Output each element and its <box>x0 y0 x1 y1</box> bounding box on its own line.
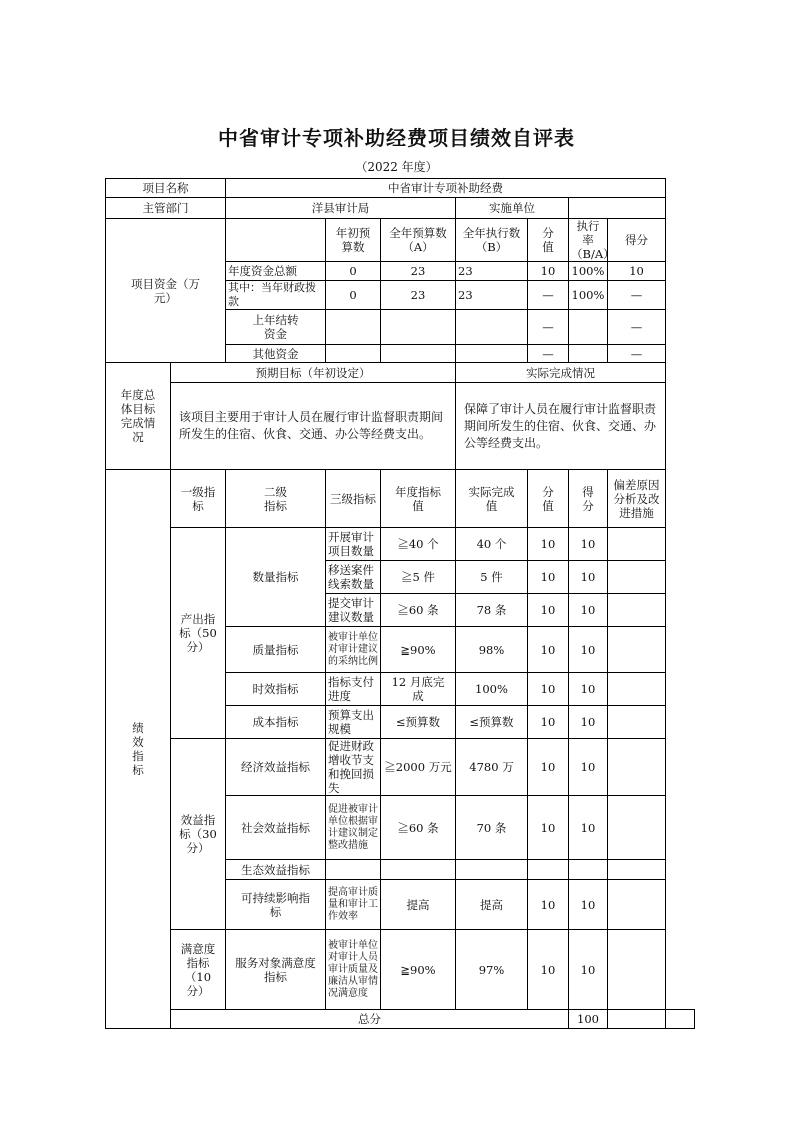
indicator-got: 10 <box>569 673 608 706</box>
indicator-reason <box>608 880 666 930</box>
l2-cost: 成本指标 <box>226 706 326 739</box>
indicator-reason <box>608 627 666 673</box>
funds-row-budget: 23 <box>381 262 456 281</box>
funds-row-score: — <box>528 281 569 310</box>
funds-row-got: — <box>608 310 666 345</box>
funds-header-blank <box>226 219 326 262</box>
indicator-name: 预算支出规模 <box>326 706 381 739</box>
indicator-got: 10 <box>569 796 608 860</box>
indicator-reason <box>608 528 666 561</box>
funds-head-exec: 全年执行数（B） <box>456 219 528 262</box>
indicator-got: 10 <box>569 594 608 627</box>
funds-row-budget <box>381 310 456 345</box>
indicator-reason <box>608 594 666 627</box>
indicator-actual: 98% <box>456 627 528 673</box>
goal-expected-label: 预期目标（年初设定） <box>171 363 456 383</box>
funds-row-name: 其他资金 <box>226 345 326 363</box>
funds-row-exec: 23 <box>456 281 528 310</box>
indicator-name: 提高审计质量和审计工作效率 <box>326 880 381 930</box>
indicator-actual <box>456 860 528 880</box>
funds-row-initial: 0 <box>326 281 381 310</box>
total-blank <box>666 1010 695 1029</box>
dept-label: 主管部门 <box>106 198 226 219</box>
indicator-row <box>106 528 695 561</box>
funds-row-rate: 100% <box>569 262 608 281</box>
goal-actual-label: 实际完成情况 <box>456 363 666 383</box>
indicator-got: 10 <box>569 706 608 739</box>
funds-head-budget: 全年预算数（A） <box>381 219 456 262</box>
indicator-name <box>326 860 381 880</box>
indicator-row <box>106 930 695 1010</box>
funds-row-name: 上年结转资金 <box>226 310 326 345</box>
indicator-score: 10 <box>528 594 569 627</box>
form-title: 中省审计专项补助经费项目绩效自评表 <box>218 126 575 150</box>
funds-row-exec <box>456 310 528 345</box>
l1-output: 产出指标（50分） <box>171 528 226 739</box>
indicator-got: 10 <box>569 930 608 1010</box>
form-year: （2022 年度） <box>355 160 438 174</box>
funds-row-score: — <box>528 310 569 345</box>
perf-head-got: 得分 <box>569 470 608 528</box>
funds-row-budget <box>381 345 456 363</box>
indicator-name: 提交审计建议数量 <box>326 594 381 627</box>
goal-content-row <box>106 383 695 470</box>
funds-label: 项目资金（万元） <box>106 219 226 363</box>
funds-row-initial: 0 <box>326 262 381 281</box>
funds-row-rate <box>569 345 608 363</box>
perf-head-actual: 实际完成值 <box>456 470 528 528</box>
project-name-row <box>106 179 695 198</box>
perf-head-score: 分值 <box>528 470 569 528</box>
funds-row-got: 10 <box>608 262 666 281</box>
indicator-reason <box>608 673 666 706</box>
project-name-value: 中省审计专项补助经费 <box>226 179 666 198</box>
l2-ecological: 生态效益指标 <box>226 860 326 880</box>
indicator-score: 10 <box>528 627 569 673</box>
funds-row-score: 10 <box>528 262 569 281</box>
indicator-reason <box>608 930 666 1010</box>
goal-header-row <box>106 363 695 383</box>
perf-head-reason: 偏差原因分析及改进措施 <box>608 470 666 528</box>
funds-row-exec: 23 <box>456 262 528 281</box>
funds-row-rate <box>569 310 608 345</box>
l2-economic: 经济效益指标 <box>226 739 326 796</box>
perf-header-row <box>106 470 695 528</box>
indicator-name: 促进财政增收节支和挽回损失 <box>326 739 381 796</box>
perf-head-l3: 三级指标 <box>326 470 381 528</box>
indicator-got: 10 <box>569 528 608 561</box>
indicator-target: 提高 <box>381 880 456 930</box>
indicator-score: 10 <box>528 796 569 860</box>
indicator-got: 10 <box>569 561 608 594</box>
l2-sustainable: 可持续影响指标 <box>226 880 326 930</box>
funds-row-got: — <box>608 281 666 310</box>
perf-label: 绩效指标 <box>106 470 171 1029</box>
indicator-name: 指标支付进度 <box>326 673 381 706</box>
goal-actual: 保障了审计人员在履行审计监督职责期间所发生的住宿、伙食、交通、办公等经费支出。 <box>456 383 666 470</box>
indicator-target: ≧60 条 <box>381 796 456 860</box>
funds-row-budget: 23 <box>381 281 456 310</box>
funds-row-initial <box>326 345 381 363</box>
funds-row-rate: 100% <box>569 281 608 310</box>
indicator-name: 移送案件线索数量 <box>326 561 381 594</box>
indicator-score: 10 <box>528 930 569 1010</box>
funds-head-got: 得分 <box>608 219 666 262</box>
funds-row-score: — <box>528 345 569 363</box>
indicator-target: ≤预算数 <box>381 706 456 739</box>
funds-head-score: 分值 <box>528 219 569 262</box>
total-blank <box>608 1010 666 1029</box>
indicator-actual: 100% <box>456 673 528 706</box>
indicator-score: 10 <box>528 739 569 796</box>
indicator-actual: 4780 万 <box>456 739 528 796</box>
project-name-label: 项目名称 <box>106 179 226 198</box>
goal-expected: 该项目主要用于审计人员在履行审计监督职责期间所发生的住宿、伙食、交通、办公等经费支出。 <box>171 383 456 470</box>
indicator-actual: 97% <box>456 930 528 1010</box>
funds-head-initial: 年初预算数 <box>326 219 381 262</box>
indicator-target: ≧60 条 <box>381 594 456 627</box>
indicator-actual: 40 个 <box>456 528 528 561</box>
indicator-score: 10 <box>528 528 569 561</box>
indicator-score: 10 <box>528 706 569 739</box>
total-row <box>106 1010 695 1029</box>
indicator-row <box>106 739 695 796</box>
indicator-score <box>528 860 569 880</box>
impl-value <box>569 198 666 219</box>
total-value: 100 <box>569 1010 608 1029</box>
l2-social: 社会效益指标 <box>226 796 326 860</box>
funds-header-row <box>106 219 695 262</box>
dept-value: 洋县审计局 <box>226 198 456 219</box>
indicator-got: 10 <box>569 880 608 930</box>
indicator-got: 10 <box>569 627 608 673</box>
indicator-actual: 78 条 <box>456 594 528 627</box>
funds-row-name: 年度资金总额 <box>226 262 326 281</box>
l1-satisfaction: 满意度指标（10分） <box>171 930 226 1010</box>
indicator-target: ≧40 个 <box>381 528 456 561</box>
indicator-got: 10 <box>569 739 608 796</box>
indicator-reason <box>608 739 666 796</box>
indicator-actual: 5 件 <box>456 561 528 594</box>
l2-service: 服务对象满意度指标 <box>226 930 326 1010</box>
indicator-target: 12 月底完成 <box>381 673 456 706</box>
indicator-score: 10 <box>528 561 569 594</box>
indicator-reason <box>608 796 666 860</box>
indicator-target: ≧2000 万元 <box>381 739 456 796</box>
funds-row-got: — <box>608 345 666 363</box>
perf-head-l1: 一级指标 <box>171 470 226 528</box>
indicator-name: 促进被审计单位根据审计建议制定整改措施 <box>326 796 381 860</box>
indicator-name: 被审计单位对审计建议的采纳比例 <box>326 627 381 673</box>
funds-head-rate: 执行率（B/A） <box>569 219 608 262</box>
indicator-reason <box>608 706 666 739</box>
indicator-target <box>381 860 456 880</box>
goal-label: 年度总体目标完成情况 <box>106 363 171 470</box>
funds-row-initial <box>326 310 381 345</box>
l2-quantity: 数量指标 <box>226 528 326 627</box>
indicator-target: ≧5 件 <box>381 561 456 594</box>
department-row <box>106 198 695 219</box>
indicator-got <box>569 860 608 880</box>
indicator-target: ≧90% <box>381 627 456 673</box>
indicator-actual: 提高 <box>456 880 528 930</box>
performance-table <box>105 178 695 1029</box>
impl-label: 实施单位 <box>456 198 569 219</box>
indicator-reason <box>608 860 666 880</box>
indicator-actual: ≤预算数 <box>456 706 528 739</box>
perf-head-target: 年度指标值 <box>381 470 456 528</box>
l2-quality: 质量指标 <box>226 627 326 673</box>
l2-timeliness: 时效指标 <box>226 673 326 706</box>
total-label: 总分 <box>171 1010 569 1029</box>
perf-head-l2: 二级指标 <box>226 470 326 528</box>
indicator-score: 10 <box>528 673 569 706</box>
indicator-actual: 70 条 <box>456 796 528 860</box>
indicator-score: 10 <box>528 880 569 930</box>
indicator-name: 被审计单位对审计人员审计质量及廉洁从审情况满意度 <box>326 930 381 1010</box>
funds-row-exec <box>456 345 528 363</box>
indicator-name: 开展审计项目数量 <box>326 528 381 561</box>
indicator-reason <box>608 561 666 594</box>
l1-benefit: 效益指标（30分） <box>171 739 226 930</box>
funds-row-name: 其中：当年财政拨款 <box>226 281 326 310</box>
indicator-target: ≧90% <box>381 930 456 1010</box>
